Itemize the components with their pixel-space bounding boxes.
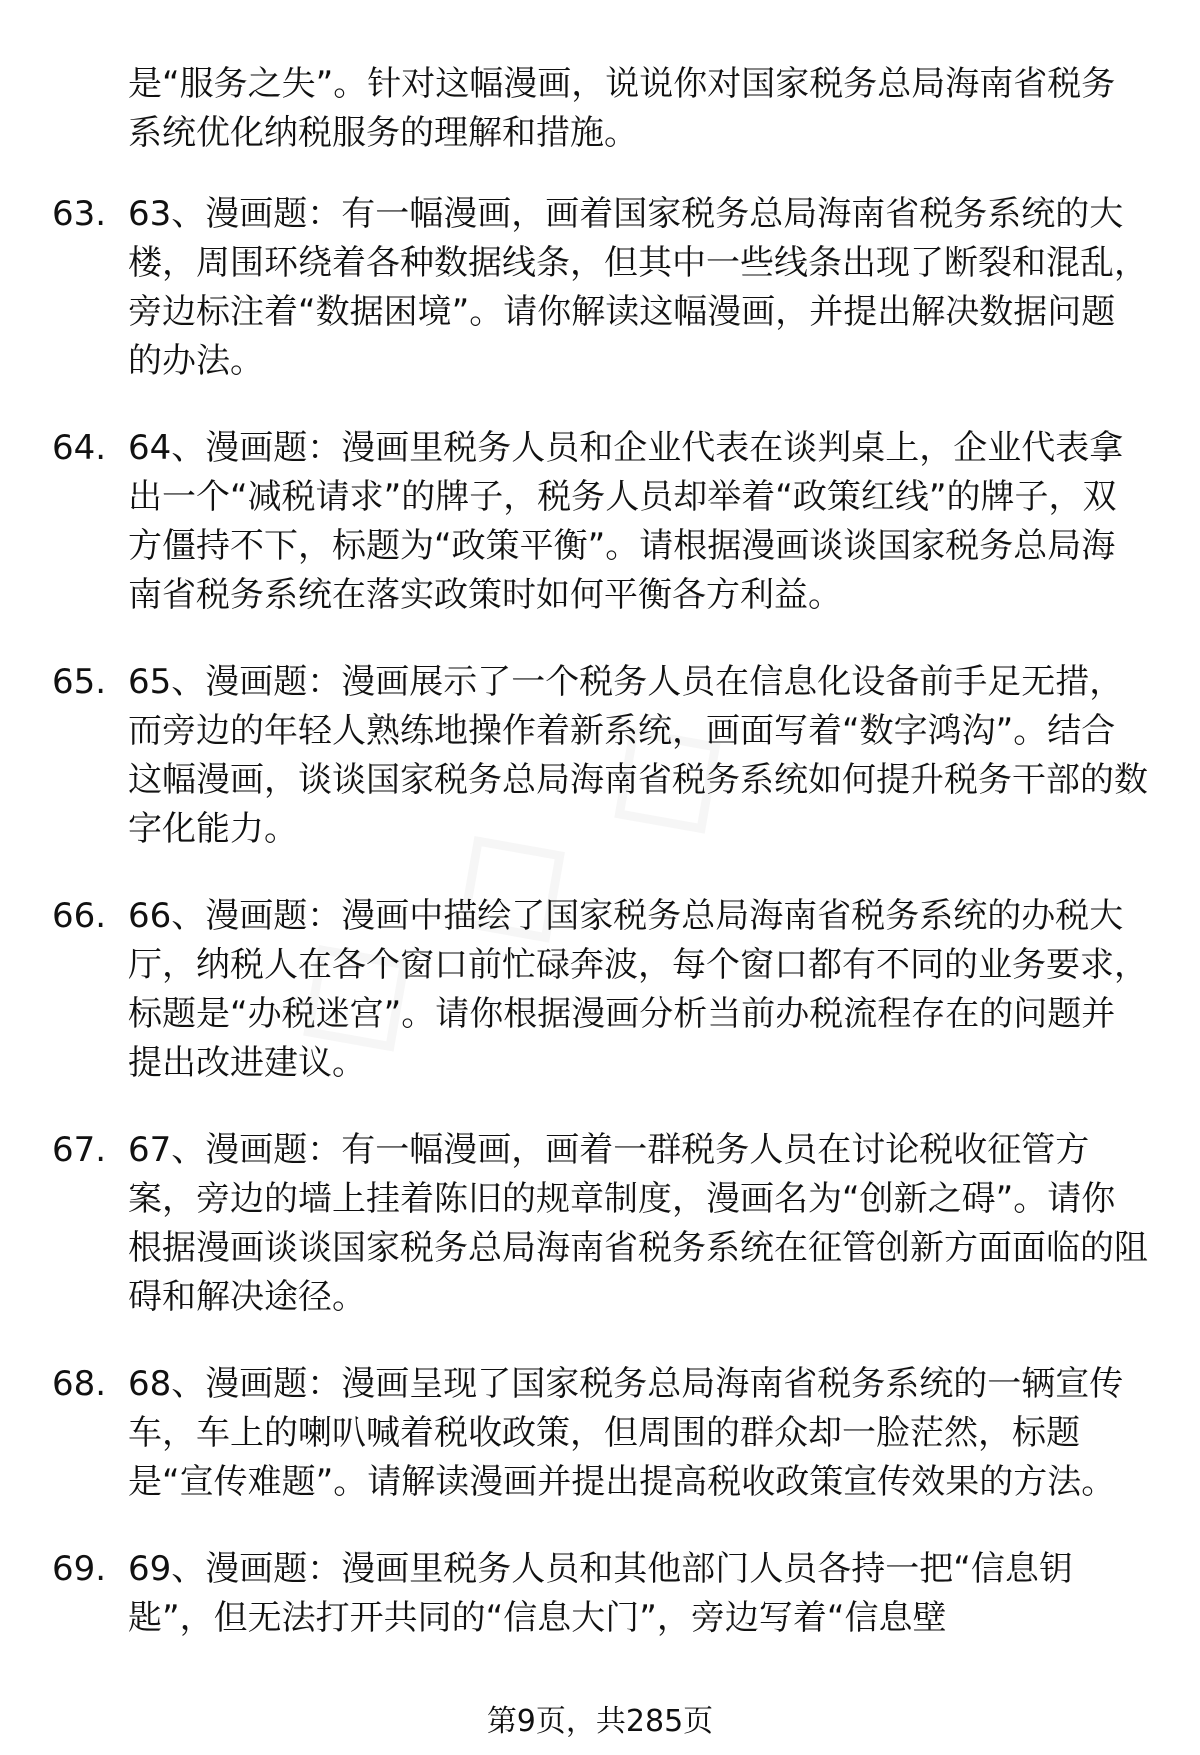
- question-item: [0, 1545, 1148, 1643]
- question-text: 64、漫画题：漫画里税务人员和企业代表在谈判桌上，企业代表拿出一个“减税请求”的牌子，税务人员却举着“政策红线”的牌子，双方僵持不下，标题为“政策平衡”。请根据漫画谈谈国家税务总局海南省税务系统在落实政策时如何平衡各方利益。: [128, 428, 1124, 615]
- page-footer: 第9页，共285页: [486, 1704, 714, 1739]
- question-number: 63.: [52, 194, 107, 234]
- question-text: 65、漫画题：漫画展示了一个税务人员在信息化设备前手足无措，而旁边的年轻人熟练地操作着新系统，画面写着“数字鸿沟”。结合这幅漫画，谈谈国家税务总局海南省税务系统如何提升税务干部的数字化能力。: [128, 662, 1148, 849]
- question-list: [0, 190, 1200, 1681]
- question-text: 68、漫画题：漫画呈现了国家税务总局海南省税务系统的一辆宣传车，车上的喇叭喊着税收政策，但周围的群众却一脸茫然，标题是“宣传难题”。请解读漫画并提出提高税收政策宣传效果的方法。: [128, 1364, 1124, 1502]
- question-text: 69、漫画题：漫画里税务人员和其他部门人员各持一把“信息钥匙”，但无法打开共同的“信息大门”，旁边写着“信息壁: [128, 1549, 1073, 1638]
- question-item: [0, 658, 1148, 854]
- question-item: [0, 424, 1148, 620]
- question-item: [0, 892, 1148, 1088]
- question-text: 67、漫画题：有一幅漫画，画着一群税务人员在讨论税收征管方案，旁边的墙上挂着陈旧的规章制度，漫画名为“创新之碍”。请你根据漫画谈谈国家税务总局海南省税务系统在征管创新方面面临的阻碍和解决途径。: [128, 1130, 1148, 1317]
- question-number: 66.: [52, 896, 107, 936]
- question-item: [0, 1360, 1148, 1507]
- question-text: 63、漫画题：有一幅漫画，画着国家税务总局海南省税务系统的大楼，周围环绕着各种数据线条，但其中一些线条出现了断裂和混乱，旁边标注着“数据困境”。请你解读这幅漫画，并提出解决数据问题的办法。: [128, 194, 1148, 381]
- question-number: 65.: [52, 662, 107, 702]
- question-number: 64.: [52, 428, 107, 468]
- question-number: 68.: [52, 1364, 107, 1404]
- question-item: [0, 190, 1148, 386]
- question-text: 66、漫画题：漫画中描绘了国家税务总局海南省税务系统的办税大厅，纳税人在各个窗口前忙碌奔波，每个窗口都有不同的业务要求，标题是“办税迷宫”。请你根据漫画分析当前办税流程存在的问题并提出改进建议。: [128, 896, 1148, 1083]
- continued-question-text: 是“服务之失”。针对这幅漫画，说说你对国家税务总局海南省税务系统优化纳税服务的理解和措施。: [128, 64, 1116, 153]
- question-number: 69.: [52, 1549, 107, 1589]
- question-item: [0, 1126, 1148, 1322]
- question-number: 67.: [52, 1130, 107, 1170]
